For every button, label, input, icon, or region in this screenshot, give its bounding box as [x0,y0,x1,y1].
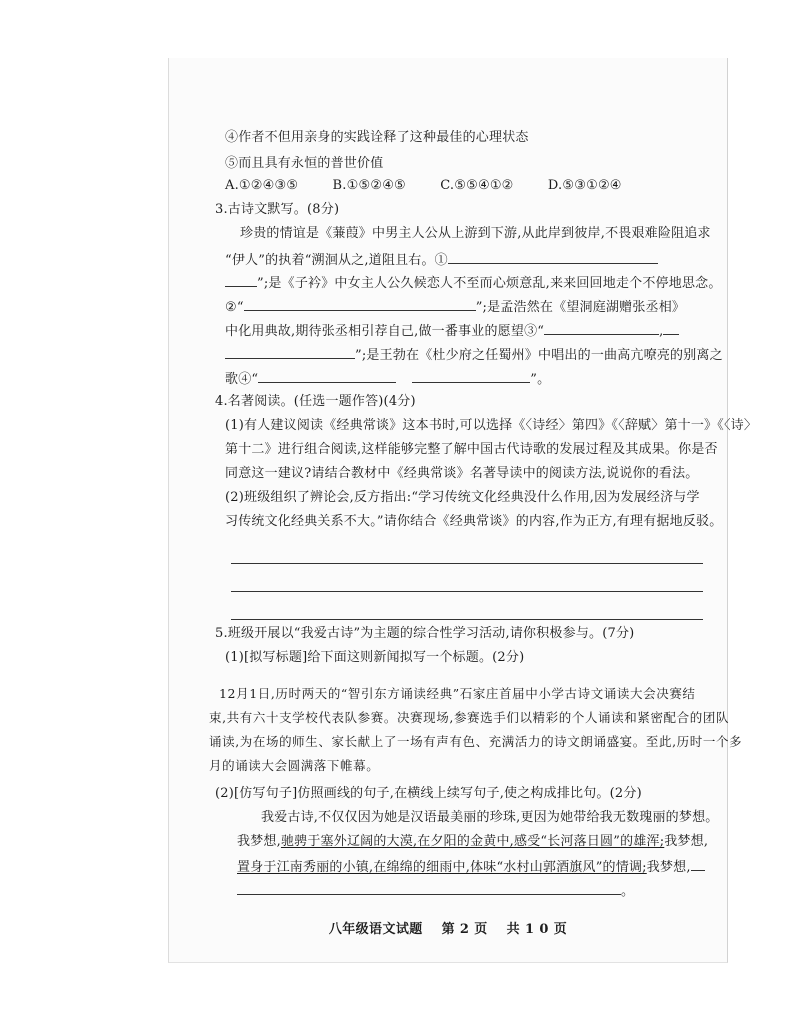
underlined-sentence-2: 置身于江南秀丽的小镇,在绵绵的细雨中,体味“水村山郭酒旗风”的情调; [237,860,647,875]
model-line-1: 我爱古诗,不仅仅因为她是汉语最美丽的珍珠,更因为她带给我无数瑰丽的梦想。 [261,810,719,825]
q3-line-2: “伊人”的执着“溯洄从之,道阻且右。① [225,251,658,269]
page-footer [169,918,727,937]
imitation-blank-b[interactable] [237,882,621,895]
choice-b[interactable]: B.①⑤②④⑤ [332,178,406,193]
q5-sub-2: (2)[仿写句子]仿照画线的句子,在横线上续写句子,使之构成排比句。(2分) [215,786,642,801]
underlined-sentence-1: 驰骋于塞外辽阔的大漠,在夕阳的金黄中,感受“长河落日圆”的雄浑; [280,834,665,849]
choice-d[interactable]: D.⑤③①②④ [547,178,622,193]
answer-blank-3a[interactable] [544,322,659,335]
answer-line-1[interactable] [231,563,703,564]
footer-page-number: 第 2 页 [441,922,488,937]
answer-line-2[interactable] [231,591,703,592]
news-line-2: 束,共有六十支学校代表队参赛。决赛现场,参赛选手们以精彩的个人诵读和紧密配合的团队 [209,710,730,725]
q3-line-1: 珍贵的情谊是《蒹葭》中男主人公从上游到下游,从此岸到彼岸,不畏艰难险阻追求 [240,226,711,241]
model-line-3: 置身于江南秀丽的小镇,在绵绵的细雨中,体味“水村山郭酒旗风”的情调;我梦想, [237,858,705,876]
option-4: ④作者不但用亲身的实践诠释了这种最佳的心理状态 [225,130,529,145]
imitation-blank-a[interactable] [691,858,705,871]
answer-line-3[interactable] [231,619,703,620]
q4-part1-line-1: (1)有人建议阅读《经典常谈》这本书时,可以选择《〈诗经〉第四》《〈辞赋〉第十一》《〈诗〉 [225,418,758,433]
q4-part1-line-2: 第十二》进行组合阅读,这样能够完整了解中国古代诗歌的发展过程及其成果。你是否 [225,442,718,457]
q4-part2-line-2: 习传统文化经典关系不大。”请你结合《经典常谈》的内容,作为正方,有理有据地反驳。 [225,514,723,529]
q3-line-3: ”;是《子衿》中女主人公久候恋人不至而心烦意乱,来来回回地走个不停地思念。 [225,274,722,292]
q5-title: 5.班级开展以“我爱古诗”为主题的综合性学习活动,请你积极参与。(7分) [215,626,635,641]
news-line-3: 诵读,为在场的师生、家长献上了一场有声有色、充满活力的诗文朗诵盛宴。至此,历时一个多 [209,734,743,749]
q4-part2-line-1: (2)班级组织了辨论会,反方指出:“学习传统文化经典没什么作用,因为发展经济与学 [225,490,700,505]
answer-blank-3c[interactable] [225,346,355,359]
option-5: ⑤而且具有永恒的普世价值 [225,156,384,171]
model-line-4: 。 [237,882,634,900]
choice-a[interactable]: A.①②④③⑤ [225,178,299,193]
news-line-1: 12月1日,历时两天的“智引东方诵读经典”石家庄首届中小学古诗文诵读大会决赛结 [219,686,696,701]
answer-blank-1-cont[interactable] [225,274,257,287]
q4-part1-line-3: 同意这一建议?请结合教材中《经典常谈》名著导读中的阅读方法,说说你的看法。 [225,466,699,481]
footer-exam-title: 八年级语文试题 [328,922,423,937]
q3-line-6: ”;是王勃在《杜少府之任蜀州》中唱出的一曲高亢嘹亮的别离之 [225,346,723,364]
q5-sub-1: (1)[拟写标题]给下面这则新闻拟写一个标题。(2分) [225,650,525,665]
answer-blank-1[interactable] [448,251,658,264]
answer-blank-2[interactable] [244,298,476,311]
q3-line-7: 歌④“ ”。 [225,372,551,387]
answer-blank-3b[interactable] [663,322,679,335]
news-line-4: 月的诵读大会圆满落下帷幕。 [209,758,380,773]
footer-page-total: 共 1 0 页 [506,922,568,937]
q3-title: 3.古诗文默写。(8分) [215,202,340,217]
q3-line-5: 中化用典故,期待张丞相引荐自己,做一番事业的愿望③“ , [225,322,679,340]
exam-page [168,58,758,963]
model-line-2: 我梦想,驰骋于塞外辽阔的大漠,在夕阳的金黄中,感受“长河落日圆”的雄浑;我梦想, [237,834,709,849]
choice-c[interactable]: C.⑤⑤④①② [440,178,514,193]
answer-blank-4b[interactable] [412,370,530,383]
q3-line-4: ②“ ”;是孟浩然在《望洞庭湖赠张丞相》 [225,300,686,315]
answer-blank-4a[interactable] [258,370,396,383]
q4-title: 4.名著阅读。(任选一题作答)(4分) [215,394,416,409]
answer-choices [225,178,622,194]
